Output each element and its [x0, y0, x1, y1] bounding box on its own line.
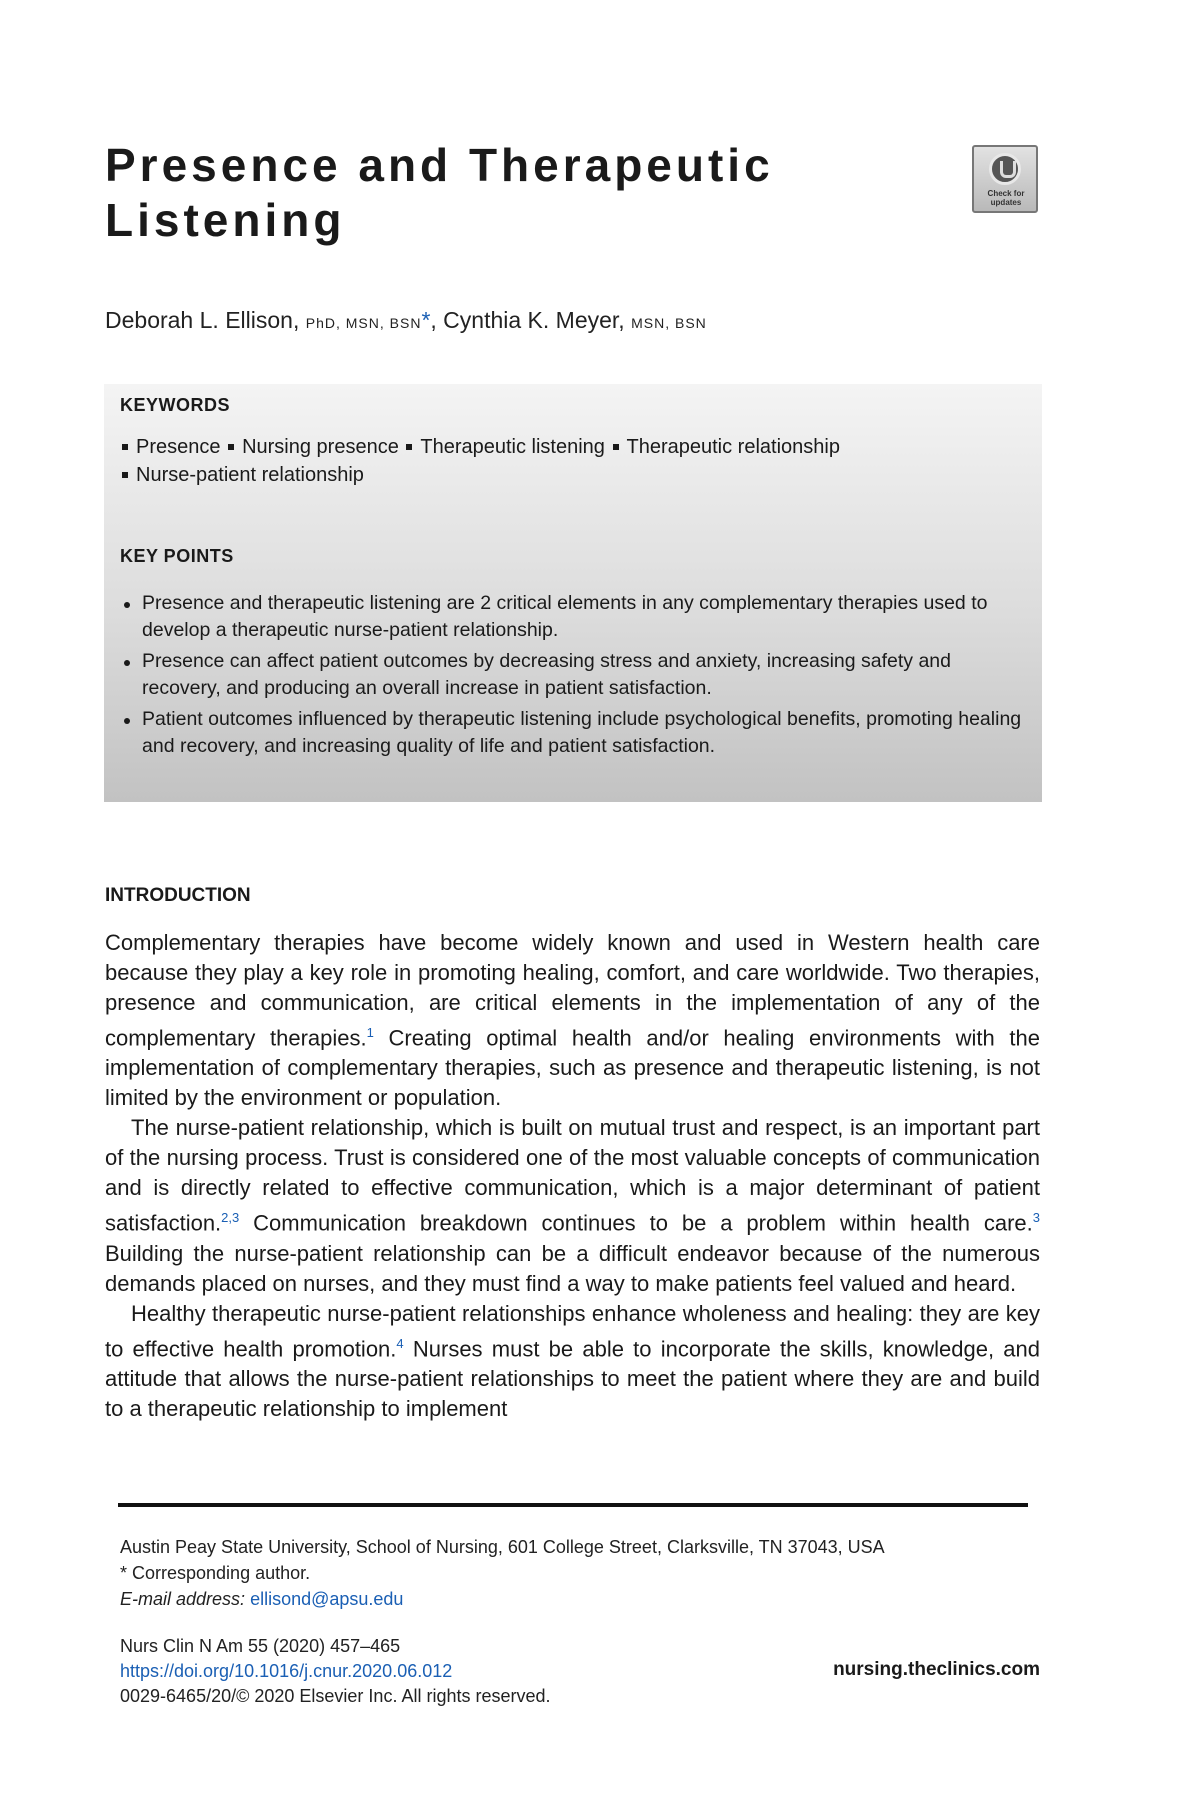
keyword: Therapeutic listening: [420, 436, 605, 458]
email-label: E-mail address:: [120, 1589, 246, 1609]
author-name: Deborah L. Ellison,: [105, 307, 300, 333]
bullet-icon: [124, 718, 130, 724]
key-point: Presence can affect patient outcomes by decreasing stress and anxiety, increasing safety and recovery, and producing an overall increase in patient satisfaction.: [120, 648, 1025, 702]
author-credentials: PhD, MSN, BSN: [305, 315, 422, 331]
doi-link[interactable]: https://doi.org/10.1016/j.cnur.2020.06.012: [120, 1661, 453, 1681]
key-points-list: [120, 590, 1025, 764]
keyword: Therapeutic relationship: [626, 436, 840, 458]
keyword: Nursing presence: [242, 436, 399, 458]
reference-link[interactable]: 1: [366, 1025, 374, 1040]
bullet-icon: [124, 660, 130, 666]
reference-link[interactable]: 3: [1032, 1210, 1040, 1226]
square-bullet-icon: [122, 472, 128, 478]
square-bullet-icon: [406, 444, 412, 450]
article-title: Presence and Therapeutic Listening: [105, 139, 774, 246]
paragraph: The nurse-patient relationship, which is built on mutual trust and respect, is an important part of the nursing process. Trust is considered one of the most valuable concepts of communication and is directly related to effective communication, which is a major determinant of patient satisfaction.$^{2,3}$ Communication breakdown continues to be a problem within health care.$^3$ Building the nurse-patient relationship can be a difficult endeavor because of the numerous demands placed on nurses, and they must find a way to make patients feel valued and heard.: [105, 1115, 1040, 1296]
keyword: Presence: [136, 436, 221, 458]
email-link[interactable]: ellisond@apsu.edu: [250, 1589, 404, 1609]
keyword-list: [120, 433, 1020, 489]
footnote-divider: [118, 1503, 1028, 1507]
journal-citation: Nurs Clin N Am 55 (2020) 457–465: [120, 1636, 401, 1656]
keyword: Nurse-patient relationship: [136, 464, 364, 486]
key-point: Presence and therapeutic listening are 2 critical elements in any complementary therapies used to develop a therapeutic nurse-patient relationship.: [120, 590, 1025, 644]
keywords-heading: KEYWORDS: [120, 395, 231, 415]
corresponding-author-note: * Corresponding author.: [120, 1563, 311, 1583]
square-bullet-icon: [228, 444, 234, 450]
check-for-updates-badge[interactable]: [972, 145, 1038, 213]
journal-site[interactable]: nursing.theclinics.com: [833, 1659, 1040, 1680]
crossmark-icon: [989, 153, 1021, 185]
square-bullet-icon: [613, 444, 619, 450]
reference-link[interactable]: 4: [396, 1335, 404, 1351]
affiliation: Austin Peay State University, School of Nursing, 601 College Street, Clarksville, TN 37043, USA: [120, 1537, 885, 1557]
author-list: [105, 307, 1005, 334]
bullet-icon: [124, 602, 130, 608]
square-bullet-icon: [122, 444, 128, 450]
corresponding-author-mark[interactable]: *: [421, 307, 431, 333]
reference-link[interactable]: 2,3: [221, 1210, 240, 1226]
crossmark-label: Check for updates: [987, 189, 1025, 207]
key-point: Patient outcomes influenced by therapeutic listening include psychological benefits, promoting healing and recovery, and increasing quality of life and patient satisfaction.: [120, 706, 1025, 760]
email-line: [120, 1587, 1040, 1611]
author-name: Cynthia K. Meyer,: [443, 307, 625, 333]
introduction-heading: INTRODUCTION: [105, 885, 251, 906]
paragraph: Complementary therapies have become widely known and used in Western health care because they play a key role in promoting healing, comfort, and care worldwide. Two therapies, presence and communication, are critical elements in the implementation of any of the complementary therapies.$^1$ Creating optimal health and/or healing environments with the implementation of complementary therapies, such as presence and therapeutic listening, is not limited by the environment or population.: [105, 930, 1040, 1111]
paragraph: Healthy therapeutic nurse-patient relationships enhance wholeness and healing: they are key to effective health promotion.$^4$ Nurses must be able to incorporate the skills, knowledge, and attitude that allows the nurse-patient relationships to meet the patient where they are and build to a therapeutic relationship to implement: [105, 1300, 1041, 1421]
author-credentials: MSN, BSN: [631, 315, 707, 331]
author-separator: ,: [430, 307, 437, 333]
copyright-line: 0029-6465/20/© 2020 Elsevier Inc. All rights reserved.: [120, 1686, 551, 1706]
introduction-body: [105, 928, 1040, 1424]
key-points-heading: KEY POINTS: [120, 546, 234, 566]
keywords-keypoints-box: [104, 384, 1042, 802]
